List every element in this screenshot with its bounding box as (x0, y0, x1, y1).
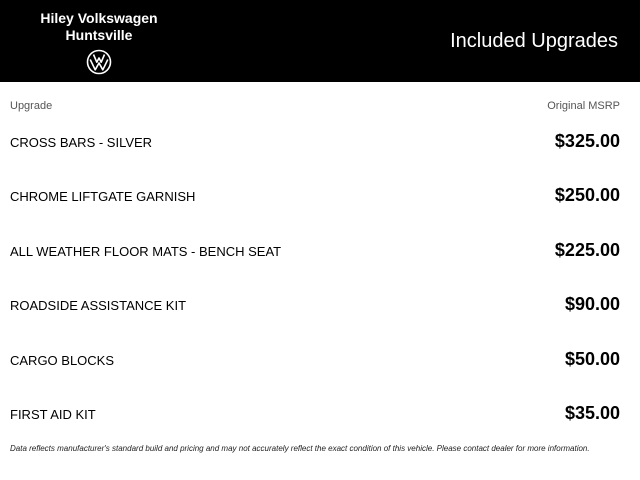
vw-logo-icon (86, 49, 112, 75)
upgrade-name: CHROME LIFTGATE GARNISH (10, 189, 196, 205)
upgrade-name: ALL WEATHER FLOOR MATS - BENCH SEAT (10, 243, 282, 259)
upgrade-price: $35.00 (564, 402, 620, 423)
upgrades-list (0, 115, 640, 441)
disclaimer: Data reflects manufacturer's standard build and pricing and may not accurately reflect the exact condition of this vehicle. Please contact dealer for more information. (10, 444, 590, 453)
dealer-name-line2: Huntsville (65, 27, 133, 43)
column-header-msrp: Original MSRP (547, 100, 620, 112)
upgrade-name: FIRST AID KIT (10, 406, 96, 422)
table-row (0, 115, 640, 169)
header (0, 0, 640, 82)
upgrade-name: ROADSIDE ASSISTANCE KIT (10, 298, 187, 314)
upgrade-price: $50.00 (564, 348, 620, 369)
upgrade-name: CARGO BLOCKS (10, 352, 115, 368)
table-row (0, 224, 640, 278)
table-row (0, 387, 640, 441)
upgrade-name: CROSS BARS - SILVER (10, 135, 153, 150)
dealer-name-line1: Hiley Volkswagen (40, 10, 158, 26)
upgrade-price: $225.00 (554, 239, 620, 260)
table-row (0, 333, 640, 387)
table-row (0, 169, 640, 223)
upgrade-price: $250.00 (554, 185, 620, 206)
dealer-brand (38, 10, 160, 75)
table-row (0, 278, 640, 332)
upgrade-price: $325.00 (554, 131, 620, 151)
page-title: Included Upgrades (450, 30, 618, 52)
upgrade-price: $90.00 (564, 294, 620, 315)
column-header-upgrade: Upgrade (10, 100, 53, 112)
